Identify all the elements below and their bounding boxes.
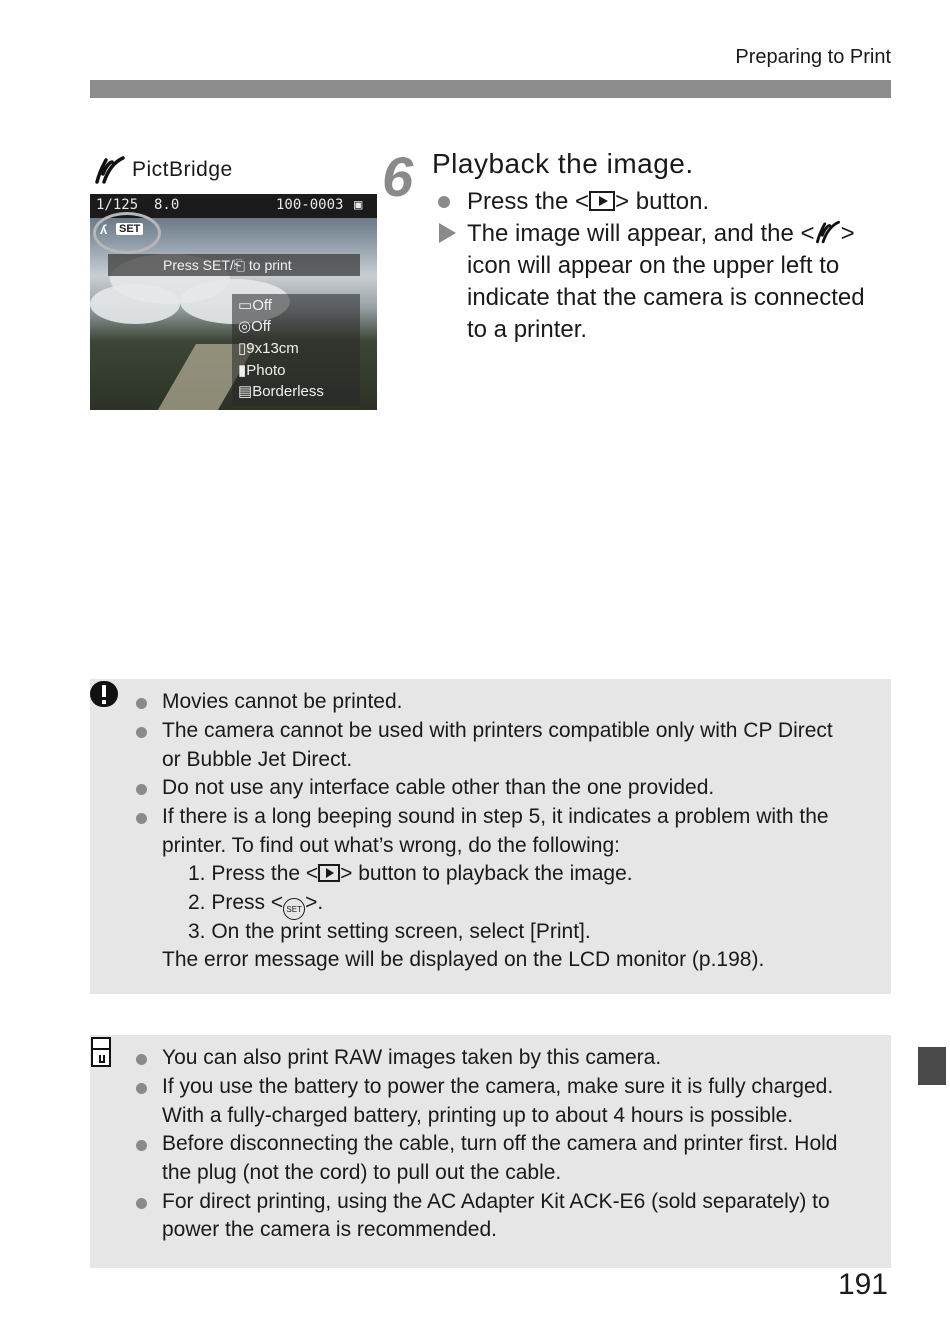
lcd-menu-item: ▯9x13cm (238, 340, 299, 357)
lcd-aperture: 8.0 (154, 197, 180, 213)
lcd-print-prompt: Press SET/⎗ to print (108, 254, 360, 276)
caution-substep: 3. On the print setting screen, select [Print]. (188, 920, 591, 943)
memo-text: If you use the battery to power the camera, make sure it is fully charged. (162, 1075, 834, 1098)
caution-substep: 1. Press the < > button to playback the image. (188, 862, 633, 885)
lcd-menu-item: ▮Photo (238, 362, 286, 379)
pictbridge-icon (94, 156, 126, 184)
bullet-icon (136, 784, 147, 795)
playback-button-icon (318, 864, 340, 882)
lcd-shutter: 1/125 (96, 197, 139, 213)
bullet-icon (136, 1054, 147, 1065)
page-number: 191 (837, 1268, 888, 1301)
header-rule (90, 80, 891, 98)
step-result-line: indicate that the camera is connected (467, 284, 865, 311)
memo-text: the plug (not the cord) to pull out the cable. (162, 1161, 562, 1184)
chapter-tab (918, 1047, 946, 1085)
lcd-quality-icon: ▣ (354, 197, 363, 213)
step-result-line: to a printer. (467, 316, 588, 343)
memo-text: For direct printing, using the AC Adapter Kit ACK-E6 (sold separately) to (162, 1190, 830, 1213)
lcd-menu-item: ▭Off (238, 297, 272, 314)
section-header: Preparing to Print (735, 46, 891, 68)
lcd-print-menu (232, 294, 360, 406)
caution-text: Do not use any interface cable other than the one provided. (162, 776, 715, 799)
lcd-menu-item: ▤Borderless (238, 383, 324, 400)
memo-icon (91, 1037, 111, 1067)
lcd-set-badge: SET (116, 223, 143, 235)
lcd-pictbridge-icon: ʎ (100, 222, 108, 237)
caution-text: The error message will be displayed on the LCD monitor (p.198). (162, 948, 765, 971)
bullet-icon (136, 1198, 147, 1209)
lcd-menu-item: ◎Off (238, 318, 271, 335)
bullet-icon (136, 727, 147, 738)
bullet-icon (438, 196, 450, 208)
step-number: 6 (382, 145, 414, 208)
pictbridge-text: PictBridge (132, 158, 233, 181)
bullet-icon (136, 1140, 147, 1151)
step-title: Playback the image. (432, 148, 694, 179)
pictbridge-label (94, 156, 233, 184)
result-arrow-icon (439, 223, 456, 243)
caution-text: If there is a long beeping sound in step 5, it indicates a problem with the (162, 805, 829, 828)
bullet-icon (136, 1083, 147, 1094)
memo-text: Before disconnecting the cable, turn off the camera and printer first. Hold (162, 1132, 838, 1155)
caution-icon (90, 681, 118, 707)
caution-substep: 2. Press < SET >. (188, 891, 323, 920)
playback-button-icon (589, 191, 615, 211)
caution-text: The camera cannot be used with printers compatible only with CP Direct (162, 719, 833, 742)
camera-lcd-screenshot (90, 194, 377, 410)
caution-text: or Bubble Jet Direct. (162, 748, 353, 771)
step-result-line: icon will appear on the upper left to (467, 252, 840, 279)
bullet-icon (136, 698, 147, 709)
step-instruction: Press the < > button. (467, 188, 710, 215)
memo-text: With a fully-charged battery, printing up to about 4 hours is possible. (162, 1104, 794, 1127)
lcd-file-number: 100-0003 (276, 197, 344, 213)
memo-text: You can also print RAW images taken by this camera. (162, 1046, 662, 1069)
caution-text: printer. To find out what’s wrong, do the following: (162, 834, 621, 857)
memo-text: power the camera is recommended. (162, 1218, 497, 1241)
step-result-line: The image will appear, and the < > (467, 220, 855, 247)
bullet-icon (136, 813, 147, 824)
set-button-icon: SET (283, 898, 305, 920)
pictbridge-icon (815, 220, 841, 244)
caution-text: Movies cannot be printed. (162, 690, 403, 713)
